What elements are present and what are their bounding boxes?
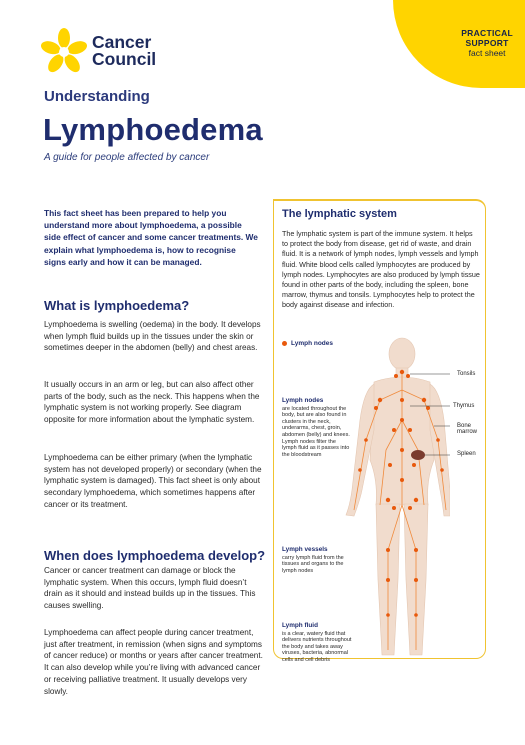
label-thymus: Thymus	[453, 403, 475, 409]
logo-line-council: Council	[92, 49, 157, 69]
callout-lymph-vessels	[282, 547, 352, 574]
callout-lymph-fluid-title: Lymph fluid	[282, 622, 318, 629]
callout-lymph-nodes-title: Lymph nodes	[282, 397, 324, 404]
paragraph-what-is-3: Lymphoedema can be either primary (when the lymphatic system has not developed properly) or secondary (when the lymphatic system is damaged). This fact sheet is only about secondary lymphoedema, which sometimes happens after cancer or its treatment.	[44, 453, 262, 509]
body-head	[389, 338, 415, 370]
paragraph-what-is-2: It usually occurs in an arm or leg, but can also affect other parts of the body, such as the neck. This happens when the lymphatic system is not working properly. See diagram opposite for more information about the lymphatic system.	[44, 380, 260, 425]
callout-lymph-fluid-text: is a clear, watery fluid that delivers nutrients throughout the body and takes away viruses, bacteria, abnormal cells and cell debris	[282, 630, 352, 663]
panel-title: The lymphatic system	[282, 208, 397, 220]
paragraph-when-2: Lymphoedema can affect people during cancer treatment, just after treatment, in remission (when signs and symptoms of cancer reduce) or months or years after cancer treatment. It can also develop while you’re living with advanced cancer or receiving palliative treatment. It usually develops very slowly.	[44, 628, 263, 696]
logo-line-cancer: Cancer	[92, 32, 152, 52]
daffodil-icon	[40, 28, 88, 76]
legend-label: Lymph nodes	[291, 340, 334, 347]
label-spleen: Spleen	[457, 451, 476, 457]
paragraph-when-1: Cancer or cancer treatment can damage or block the lymphatic system. When this occurs, lymph fluid doesn’t drain as it should and instead builds up in the tissues. This causes swelling.	[44, 566, 256, 611]
practical-support-corner	[393, 0, 525, 88]
paragraph-what-is-1: Lymphoedema is swelling (oedema) in the body. It develops when lymph fluid builds up in the tissues under the skin or sometimes deeper in the abdomen (belly) and chest areas.	[44, 320, 261, 353]
heading-what-is-lymphoedema: What is lymphoedema?	[44, 298, 190, 313]
callout-lymph-fluid	[282, 623, 352, 664]
callout-lymph-vessels-title: Lymph vessels	[282, 546, 328, 553]
page-subtitle: A guide for people affected by cancer	[44, 152, 210, 163]
callout-lymph-vessels-text: carry lymph fluid from the tissues and organs to the lymph nodes	[282, 554, 344, 574]
corner-line-fact-sheet: fact sheet	[468, 48, 506, 58]
intro-paragraph: This fact sheet has been prepared to help you understand more about lymphoedema, a possible side effect of cancer and some cancer treatments. We explain what lymphoedema is, how to recognise signs early and how it can be managed.	[44, 208, 258, 267]
corner-line-practical: PRACTICAL	[461, 28, 513, 38]
lymph-node-legend-icon	[282, 341, 287, 346]
title-kicker: Understanding	[44, 88, 150, 105]
page-title: Lymphoedema	[43, 112, 263, 147]
diagram-legend	[282, 340, 333, 347]
label-bone-marrow: Bone marrow	[457, 423, 478, 435]
spleen-shape	[411, 450, 425, 460]
heading-when-does-it-develop: When does lymphoedema develop?	[44, 548, 266, 563]
corner-line-support: SUPPORT	[465, 38, 509, 48]
logo-wordmark	[92, 34, 156, 68]
callout-lymph-nodes-text: are located throughout the body, but are also found in clusters in the neck, underarms, chest, groin, abdomen (belly) and knees. Lymph nodes filter the lymph fluid as it passes into the bloodstream	[282, 405, 350, 458]
callout-lymph-nodes	[282, 398, 352, 458]
label-tonsils: Tonsils	[457, 371, 476, 377]
panel-description: The lymphatic system is part of the immune system. It helps to protect the body from disease, get rid of waste, and drain fluid. It is a network of lymph nodes, lymph vessels and lymph fluid. White blood cells called lymphocytes are produced by lymph nodes. Lymphocytes are also produced by lymph tissue found in other parts of the body, including the spleen, bone marrow, thymus and tonsils. Lymphocytes help to protect the body against disease and infection.	[282, 229, 480, 310]
lymphatic-body-diagram	[330, 330, 450, 660]
